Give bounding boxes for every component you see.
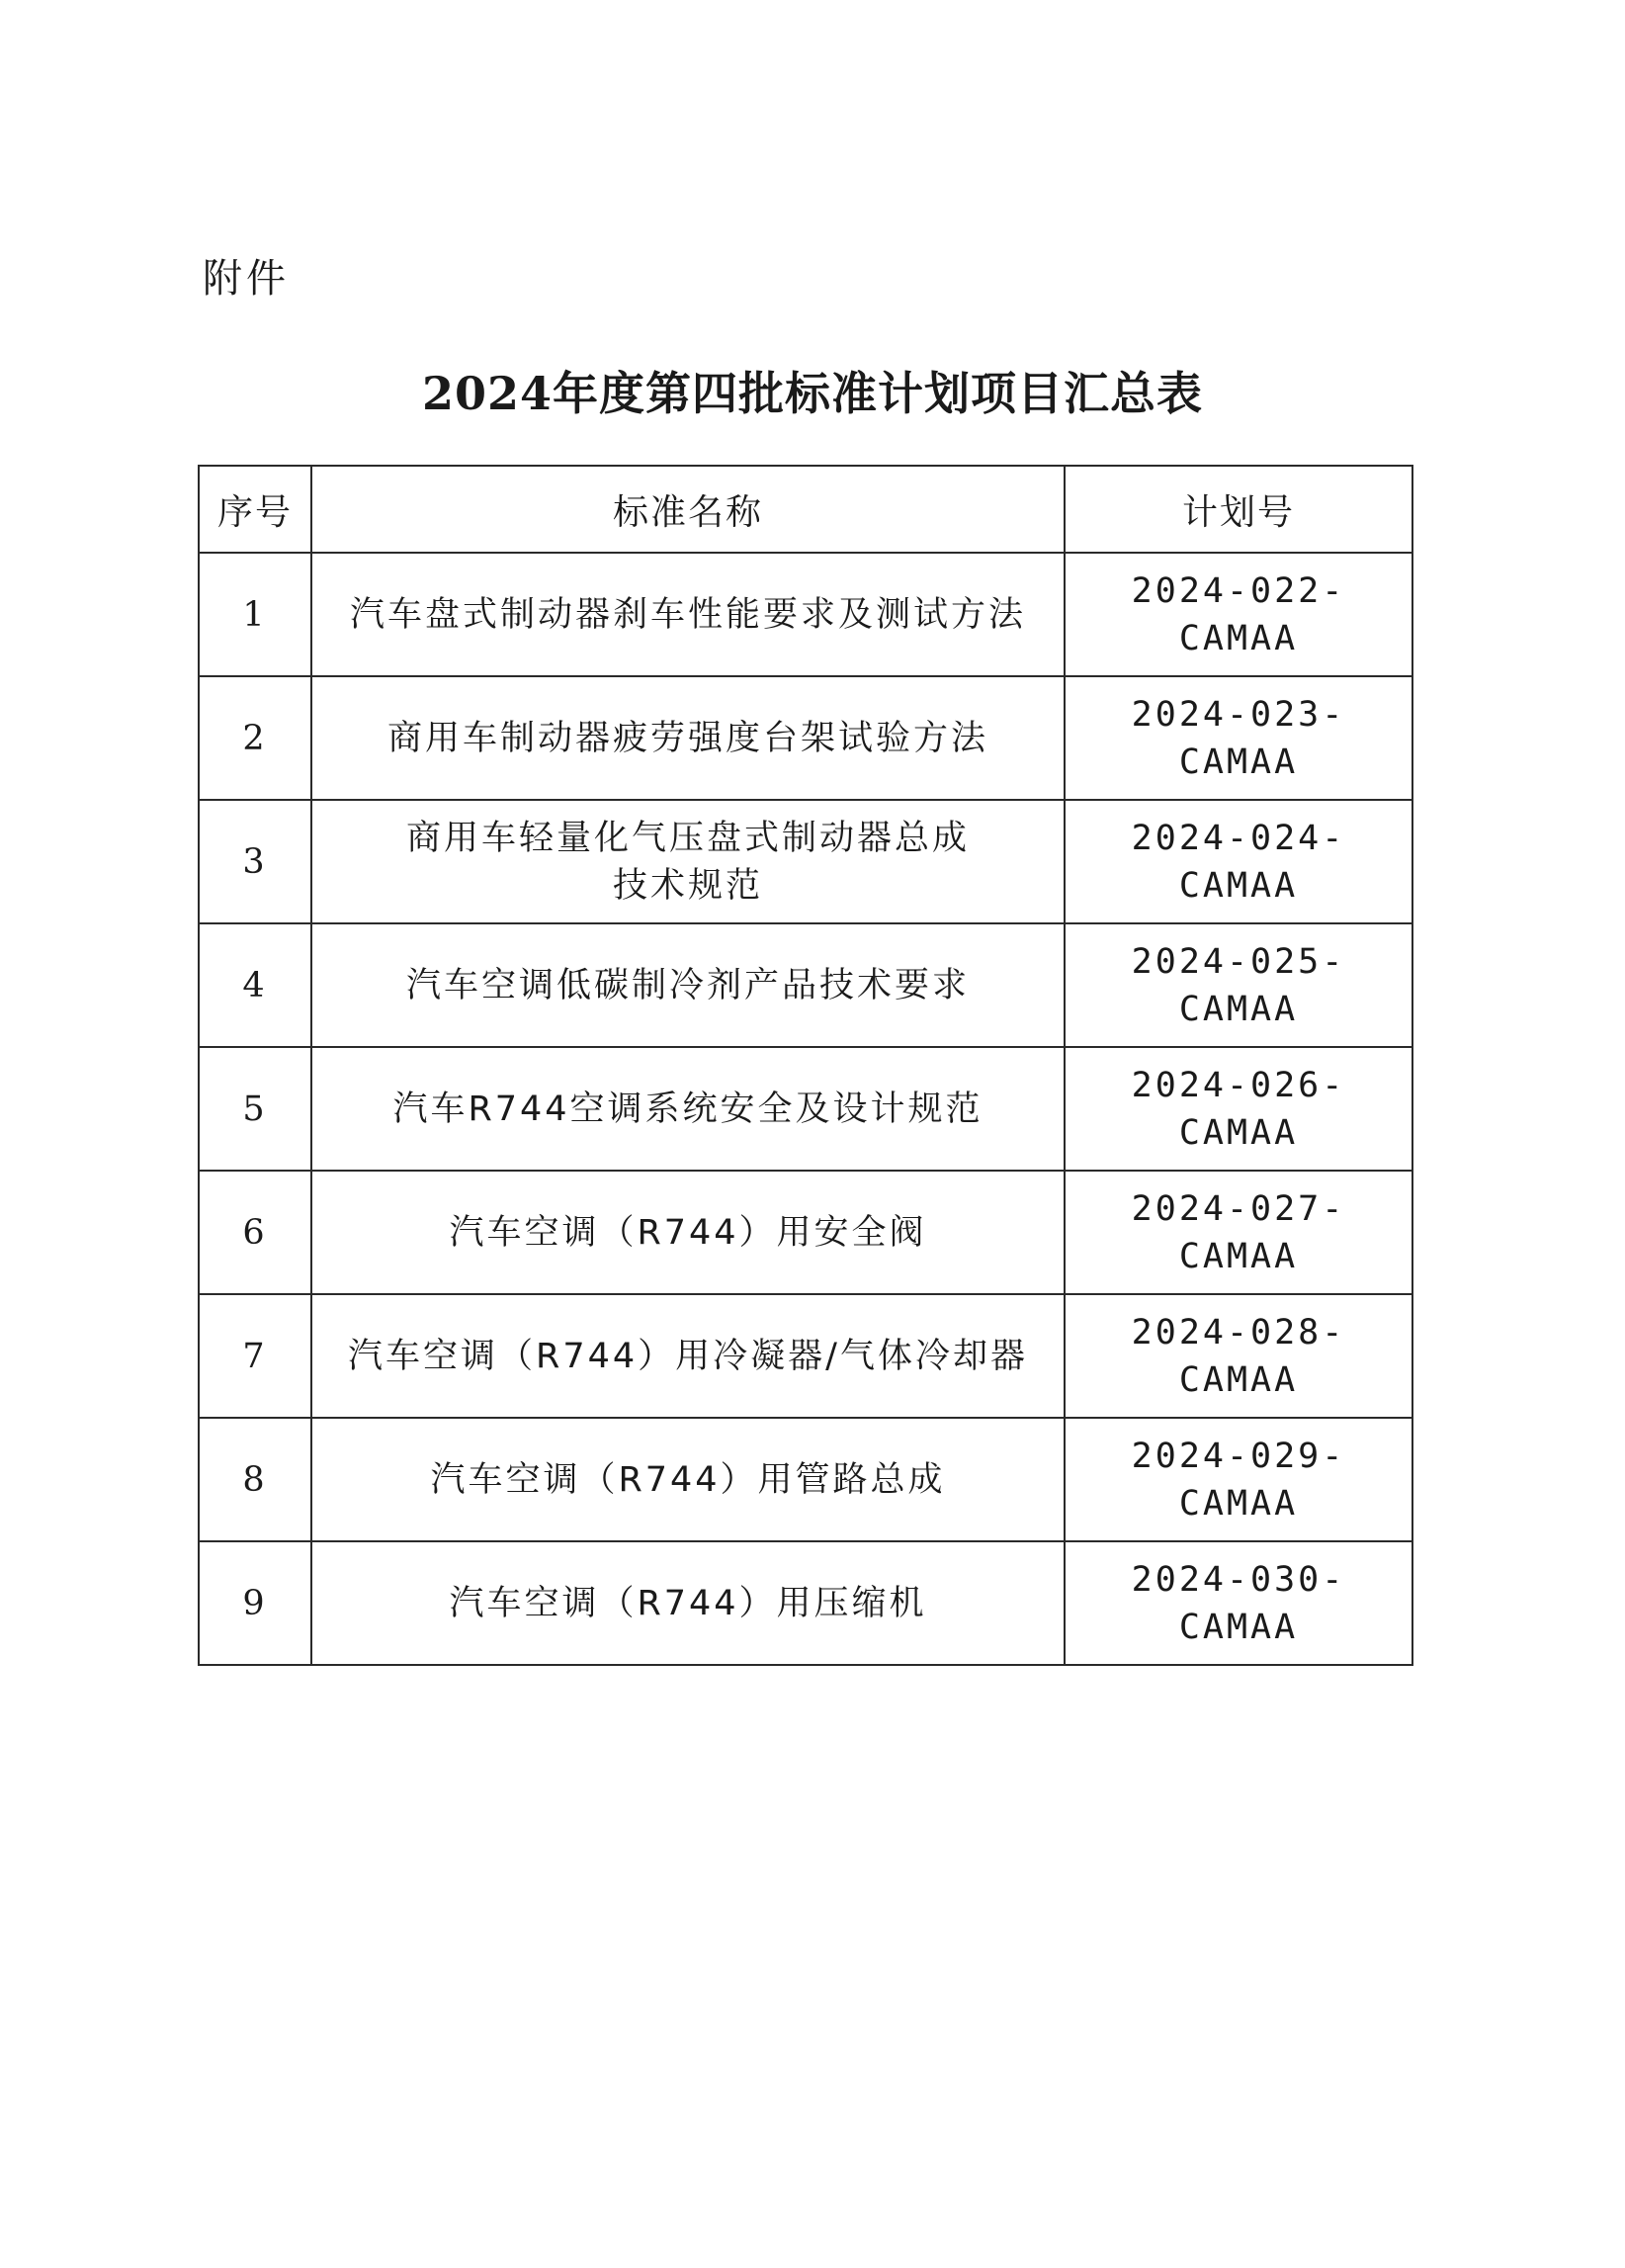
attachment-label: 附件 (203, 256, 290, 302)
table-header-row (199, 466, 1412, 553)
cell-standard-name (311, 1047, 1065, 1171)
cell-plan-number: 2024-022-CAMAA (1065, 553, 1412, 676)
cell-seq: 2 (199, 676, 311, 800)
cell-standard-name (311, 1171, 1065, 1294)
table-row (199, 1047, 1412, 1171)
document-title: 2024年度第四批标准计划项目汇总表 (421, 367, 1204, 420)
standard-name-line: 汽车空调（R744）用管路总成 (430, 1459, 946, 1500)
cell-seq: 6 (199, 1171, 311, 1294)
cell-standard-name (311, 553, 1065, 676)
table-body (199, 553, 1412, 1665)
cell-plan-number: 2024-025-CAMAA (1065, 923, 1412, 1047)
table-row (199, 1541, 1412, 1665)
table-row (199, 1294, 1412, 1418)
standard-name-line: 商用车轻量化气压盘式制动器总成 (405, 818, 970, 858)
cell-plan-number: 2024-024-CAMAA (1065, 800, 1412, 923)
standard-name-line: 汽车盘式制动器刹车性能要求及测试方法 (349, 594, 1026, 635)
cell-standard-name (311, 923, 1065, 1047)
standard-name-line: 技术规范 (612, 865, 763, 906)
cell-plan-number: 2024-023-CAMAA (1065, 676, 1412, 800)
table-row (199, 676, 1412, 800)
cell-standard-name (311, 1418, 1065, 1541)
cell-plan-number: 2024-030-CAMAA (1065, 1541, 1412, 1665)
standard-name-line: 汽车R744空调系统安全及设计规范 (392, 1089, 984, 1129)
cell-seq: 5 (199, 1047, 311, 1171)
cell-seq: 4 (199, 923, 311, 1047)
header-seq: 序号 (199, 466, 311, 553)
cell-standard-name (311, 676, 1065, 800)
cell-standard-name (311, 800, 1065, 923)
cell-seq: 1 (199, 553, 311, 676)
cell-plan-number: 2024-029-CAMAA (1065, 1418, 1412, 1541)
standard-name-line: 汽车空调（R744）用安全阀 (449, 1212, 927, 1253)
cell-plan-number: 2024-026-CAMAA (1065, 1047, 1412, 1171)
table-row (199, 1171, 1412, 1294)
cell-standard-name (311, 1541, 1065, 1665)
table-row (199, 553, 1412, 676)
standard-name-line: 商用车制动器疲劳强度台架试验方法 (386, 718, 988, 758)
standards-plan-table (198, 465, 1413, 1666)
cell-plan-number: 2024-028-CAMAA (1065, 1294, 1412, 1418)
cell-seq: 7 (199, 1294, 311, 1418)
header-name: 标准名称 (311, 466, 1065, 553)
table-row (199, 1418, 1412, 1541)
cell-seq: 8 (199, 1418, 311, 1541)
header-code: 计划号 (1065, 466, 1412, 553)
standard-name-line: 汽车空调（R744）用冷凝器/气体冷却器 (348, 1336, 1028, 1376)
table-row (199, 923, 1412, 1047)
standard-name-line: 汽车空调低碳制冷剂产品技术要求 (405, 965, 970, 1005)
cell-seq: 3 (199, 800, 311, 923)
cell-seq: 9 (199, 1541, 311, 1665)
cell-standard-name (311, 1294, 1065, 1418)
table-row (199, 800, 1412, 923)
cell-plan-number: 2024-027-CAMAA (1065, 1171, 1412, 1294)
standard-name-line: 汽车空调（R744）用压缩机 (449, 1583, 927, 1623)
